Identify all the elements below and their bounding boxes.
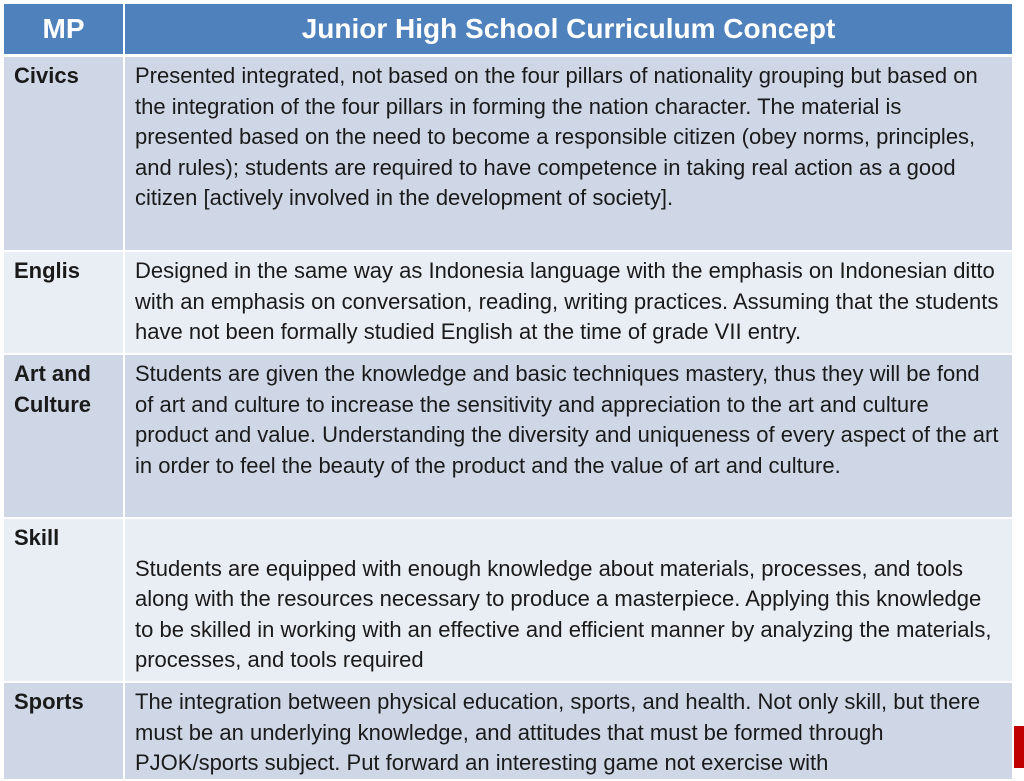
concept-text: Students are equipped with enough knowledge about materials, processes, and tools along with the resources necessary to produce a masterpiece. Applying this knowledge to be skilled in working with an effective and efficient manner by analyzing the materials, processes, and tools required — [135, 555, 992, 673]
header-mp: MP — [4, 4, 125, 57]
cell-spacer — [135, 523, 1002, 554]
subject-cell: Civics — [4, 57, 125, 252]
concept-cell: Students are given the knowledge and basic techniques mastery, thus they will be fond of art and culture to increase the sensitivity and appreciation to the art and culture product and value. Understanding the diversity and uniqueness of every aspect of the art in order to feel the beauty of the product and the value of art and culture. — [125, 355, 1012, 519]
subject-cell: Sports — [4, 683, 125, 781]
header-concept: Junior High School Curriculum Concept — [125, 4, 1012, 57]
table-row-sports — [4, 683, 1012, 781]
concept-cell: Presented integrated, not based on the four pillars of nationality grouping but based on the integration of the four pillars in forming the nation character. The material is presented based on the need to become a responsible citizen (obey norms, principles, and rules); students are required to have competence in taking real action as a good citizen [actively involved in the development of society]. — [125, 57, 1012, 252]
slide-edge-accent — [1014, 726, 1024, 768]
table-row-civics — [4, 57, 1012, 252]
curriculum-table — [4, 4, 1012, 781]
concept-cell: The integration between physical education, sports, and health. Not only skill, but there must be an underlying knowledge, and attitudes that must be formed through PJOK/sports subject. Put forward an interesting game not exercise with — [125, 683, 1012, 781]
concept-cell: Designed in the same way as Indonesia language with the emphasis on Indonesian ditto with an emphasis on conversation, reading, writing practices. Assuming that the students have not been formally studied English at the time of grade VII entry. — [125, 252, 1012, 355]
table-row-english — [4, 252, 1012, 355]
concept-cell — [125, 519, 1012, 683]
subject-cell: Skill — [4, 519, 125, 683]
header-row — [4, 4, 1012, 57]
subject-cell: Art and Culture — [4, 355, 125, 519]
table-row-skill — [4, 519, 1012, 683]
subject-cell: Englis — [4, 252, 125, 355]
table-row-art-culture — [4, 355, 1012, 519]
